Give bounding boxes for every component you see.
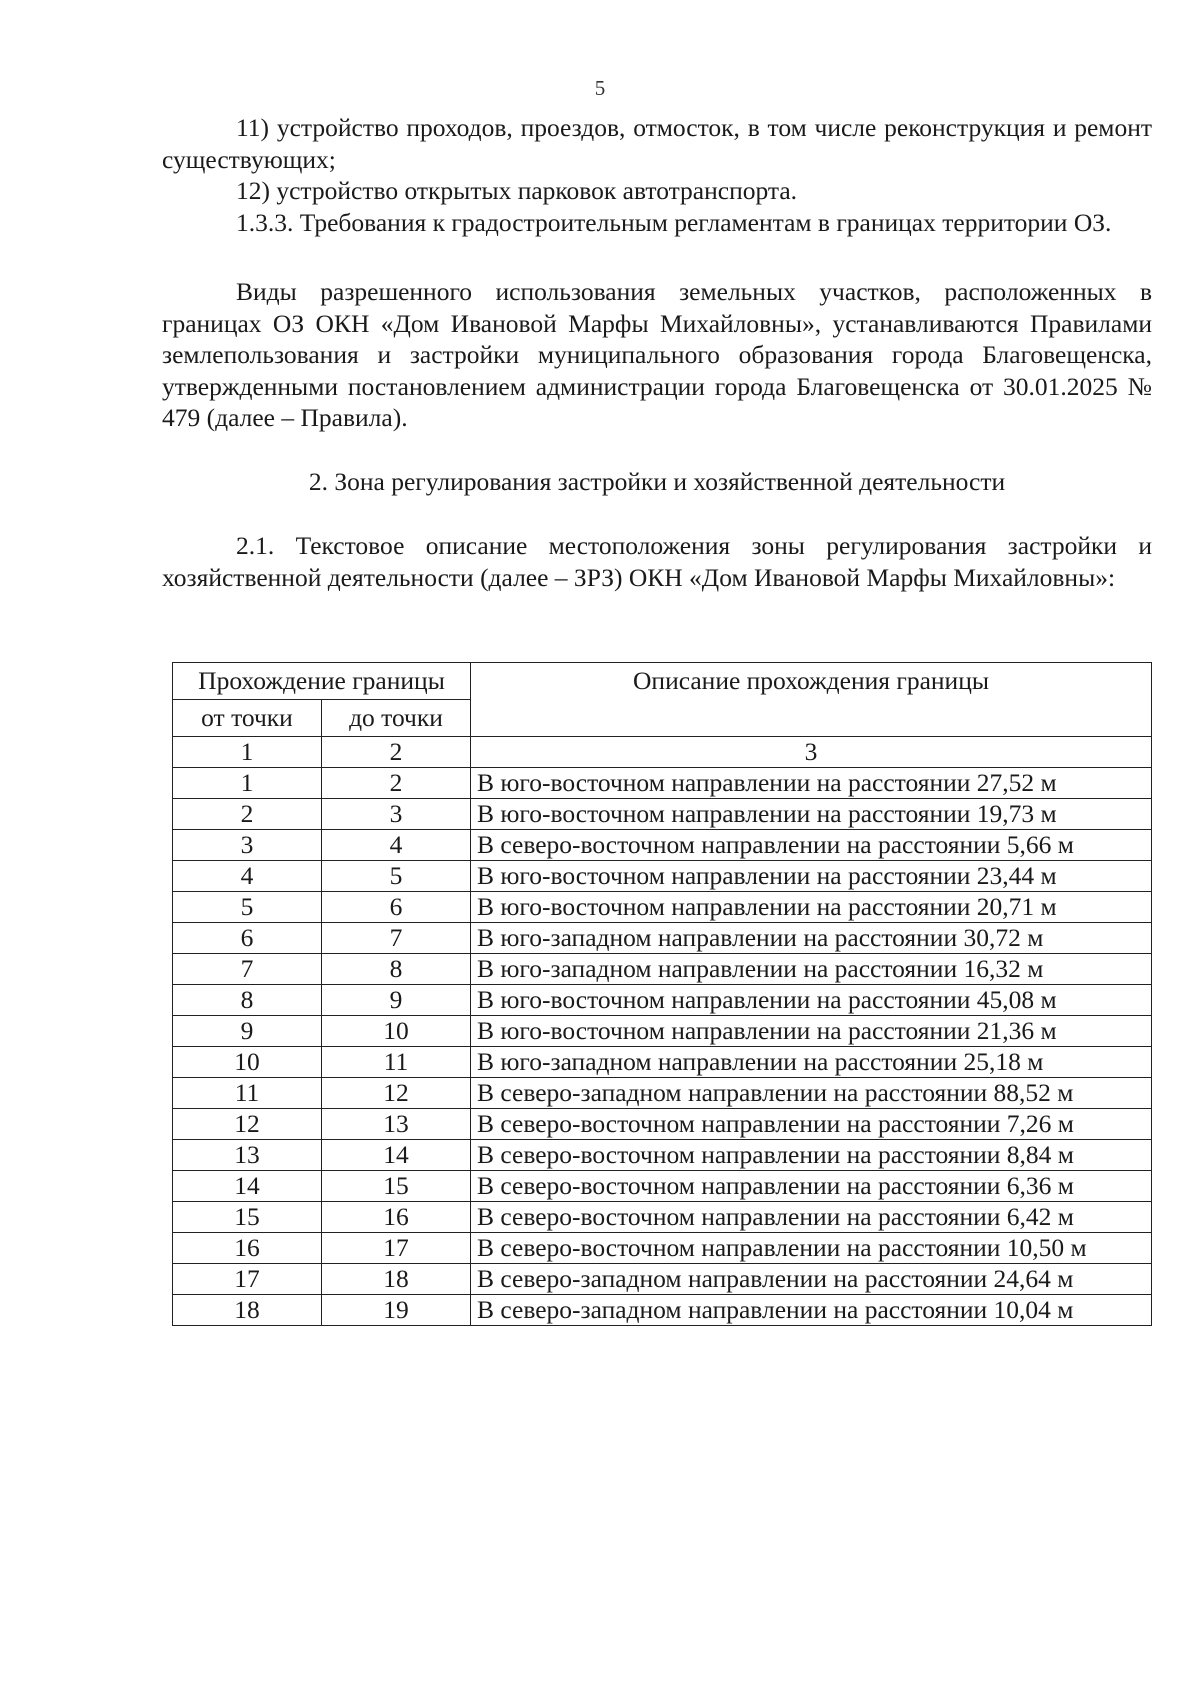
table-row [173, 1295, 1152, 1326]
page-number: 5 [594, 76, 606, 100]
table-row [173, 1233, 1152, 1264]
cell-to-point: 11 [322, 1047, 471, 1078]
cell-to-point: 7 [322, 923, 471, 954]
cell-description: В юго-восточном направлении на расстоянии 20,71 м [471, 892, 1152, 923]
cell-description: В северо-восточном направлении на расстоянии 8,84 м [471, 1140, 1152, 1171]
header-from: от точки [173, 700, 322, 737]
cell-to-point: 13 [322, 1109, 471, 1140]
header-description: Описание прохождения границы [471, 663, 1152, 737]
land-use-paragraph [162, 276, 1152, 434]
cell-description: В юго-восточном направлении на расстоянии 45,08 м [471, 985, 1152, 1016]
table-row [173, 1202, 1152, 1233]
cell-from-point: 10 [173, 1047, 322, 1078]
cell-description: В северо-восточном направлении на расстоянии 10,50 м [471, 1233, 1152, 1264]
cell-from-point: 7 [173, 954, 322, 985]
table-row [173, 985, 1152, 1016]
cell-to-point: 14 [322, 1140, 471, 1171]
table-row [173, 1264, 1152, 1295]
cell-description: В юго-восточном направлении на расстоянии 27,52 м [471, 768, 1152, 799]
cell-from-point: 18 [173, 1295, 322, 1326]
cell-to-point: 5 [322, 861, 471, 892]
cell-description: В северо-западном направлении на расстоянии 10,04 м [471, 1295, 1152, 1326]
table-row [173, 768, 1152, 799]
table-row [173, 923, 1152, 954]
cell-description: В юго-западном направлении на расстоянии 30,72 м [471, 923, 1152, 954]
column-number: 2 [322, 737, 471, 768]
table-row [173, 1078, 1152, 1109]
table-row [173, 1171, 1152, 1202]
cell-to-point: 17 [322, 1233, 471, 1264]
cell-to-point: 19 [322, 1295, 471, 1326]
cell-from-point: 3 [173, 830, 322, 861]
cell-from-point: 4 [173, 861, 322, 892]
cell-from-point: 15 [173, 1202, 322, 1233]
cell-to-point: 3 [322, 799, 471, 830]
zone-description-paragraph [162, 530, 1152, 593]
cell-to-point: 8 [322, 954, 471, 985]
cell-to-point: 2 [322, 768, 471, 799]
cell-description: В северо-восточном направлении на расстоянии 7,26 м [471, 1109, 1152, 1140]
cell-from-point: 8 [173, 985, 322, 1016]
cell-from-point: 11 [173, 1078, 322, 1109]
cell-from-point: 5 [173, 892, 322, 923]
table-row [173, 1047, 1152, 1078]
list-item-11: 11) устройство проходов, проездов, отмосток, в том числе реконструкция и ремонт существующих; [162, 113, 1152, 174]
table-row [173, 892, 1152, 923]
cell-from-point: 2 [173, 799, 322, 830]
intro-list [162, 112, 1152, 238]
cell-to-point: 18 [322, 1264, 471, 1295]
cell-to-point: 10 [322, 1016, 471, 1047]
cell-to-point: 9 [322, 985, 471, 1016]
list-item-12: 12) устройство открытых парковок автотранспорта. [236, 176, 798, 205]
cell-from-point: 16 [173, 1233, 322, 1264]
cell-to-point: 4 [322, 830, 471, 861]
cell-from-point: 6 [173, 923, 322, 954]
section-heading: 2. Зона регулирования застройки и хозяйственной деятельности [308, 467, 1006, 496]
cell-description: В северо-западном направлении на расстоянии 24,64 м [471, 1264, 1152, 1295]
cell-description: В юго-восточном направлении на расстоянии 21,36 м [471, 1016, 1152, 1047]
table-row [173, 830, 1152, 861]
cell-to-point: 16 [322, 1202, 471, 1233]
table-row [173, 1109, 1152, 1140]
cell-to-point: 15 [322, 1171, 471, 1202]
boundary-table [172, 662, 1152, 1326]
cell-description: В юго-западном направлении на расстоянии 25,18 м [471, 1047, 1152, 1078]
cell-description: В северо-восточном направлении на расстоянии 5,66 м [471, 830, 1152, 861]
cell-description: В северо-восточном направлении на расстоянии 6,42 м [471, 1202, 1152, 1233]
column-number: 1 [173, 737, 322, 768]
cell-description: В юго-восточном направлении на расстоянии 23,44 м [471, 861, 1152, 892]
cell-from-point: 17 [173, 1264, 322, 1295]
table-body [173, 737, 1152, 1326]
land-use-text: Виды разрешенного использования земельных участков, расположенных в границах ОЗ ОКН «Дом Ивановой Марфы Михайловны», устанавливаются Правилами землепользования и застройки муниципального образования города Благовещенска, утвержденными постановлением администрации города Благовещенска от 30.01.2025 № 479 (далее – Правила). [162, 277, 1152, 432]
clause-1-3-3: 1.3.3. Требования к градостроительным регламентам в границах территории ОЗ. [236, 207, 1112, 237]
header-to: до точки [322, 700, 471, 737]
cell-to-point: 6 [322, 892, 471, 923]
table-row [173, 1016, 1152, 1047]
table-row [173, 799, 1152, 830]
cell-from-point: 14 [173, 1171, 322, 1202]
header-boundary: Прохождение границы [173, 663, 471, 700]
cell-description: В юго-западном направлении на расстоянии 16,32 м [471, 954, 1152, 985]
cell-description: В юго-восточном направлении на расстоянии 19,73 м [471, 799, 1152, 830]
cell-description: В северо-западном направлении на расстоянии 88,52 м [471, 1078, 1152, 1109]
cell-to-point: 12 [322, 1078, 471, 1109]
cell-from-point: 9 [173, 1016, 322, 1047]
column-number: 3 [471, 737, 1152, 768]
column-number-row [173, 737, 1152, 768]
cell-from-point: 12 [173, 1109, 322, 1140]
cell-from-point: 1 [173, 768, 322, 799]
zone-description-text: 2.1. Текстовое описание местоположения зоны регулирования застройки и хозяйственной деятельности (далее – ЗРЗ) ОКН «Дом Ивановой Марфы Михайловны»: [162, 531, 1152, 592]
table-row [173, 954, 1152, 985]
cell-from-point: 13 [173, 1140, 322, 1171]
table-row [173, 1140, 1152, 1171]
table-row [173, 861, 1152, 892]
cell-description: В северо-восточном направлении на расстоянии 6,36 м [471, 1171, 1152, 1202]
